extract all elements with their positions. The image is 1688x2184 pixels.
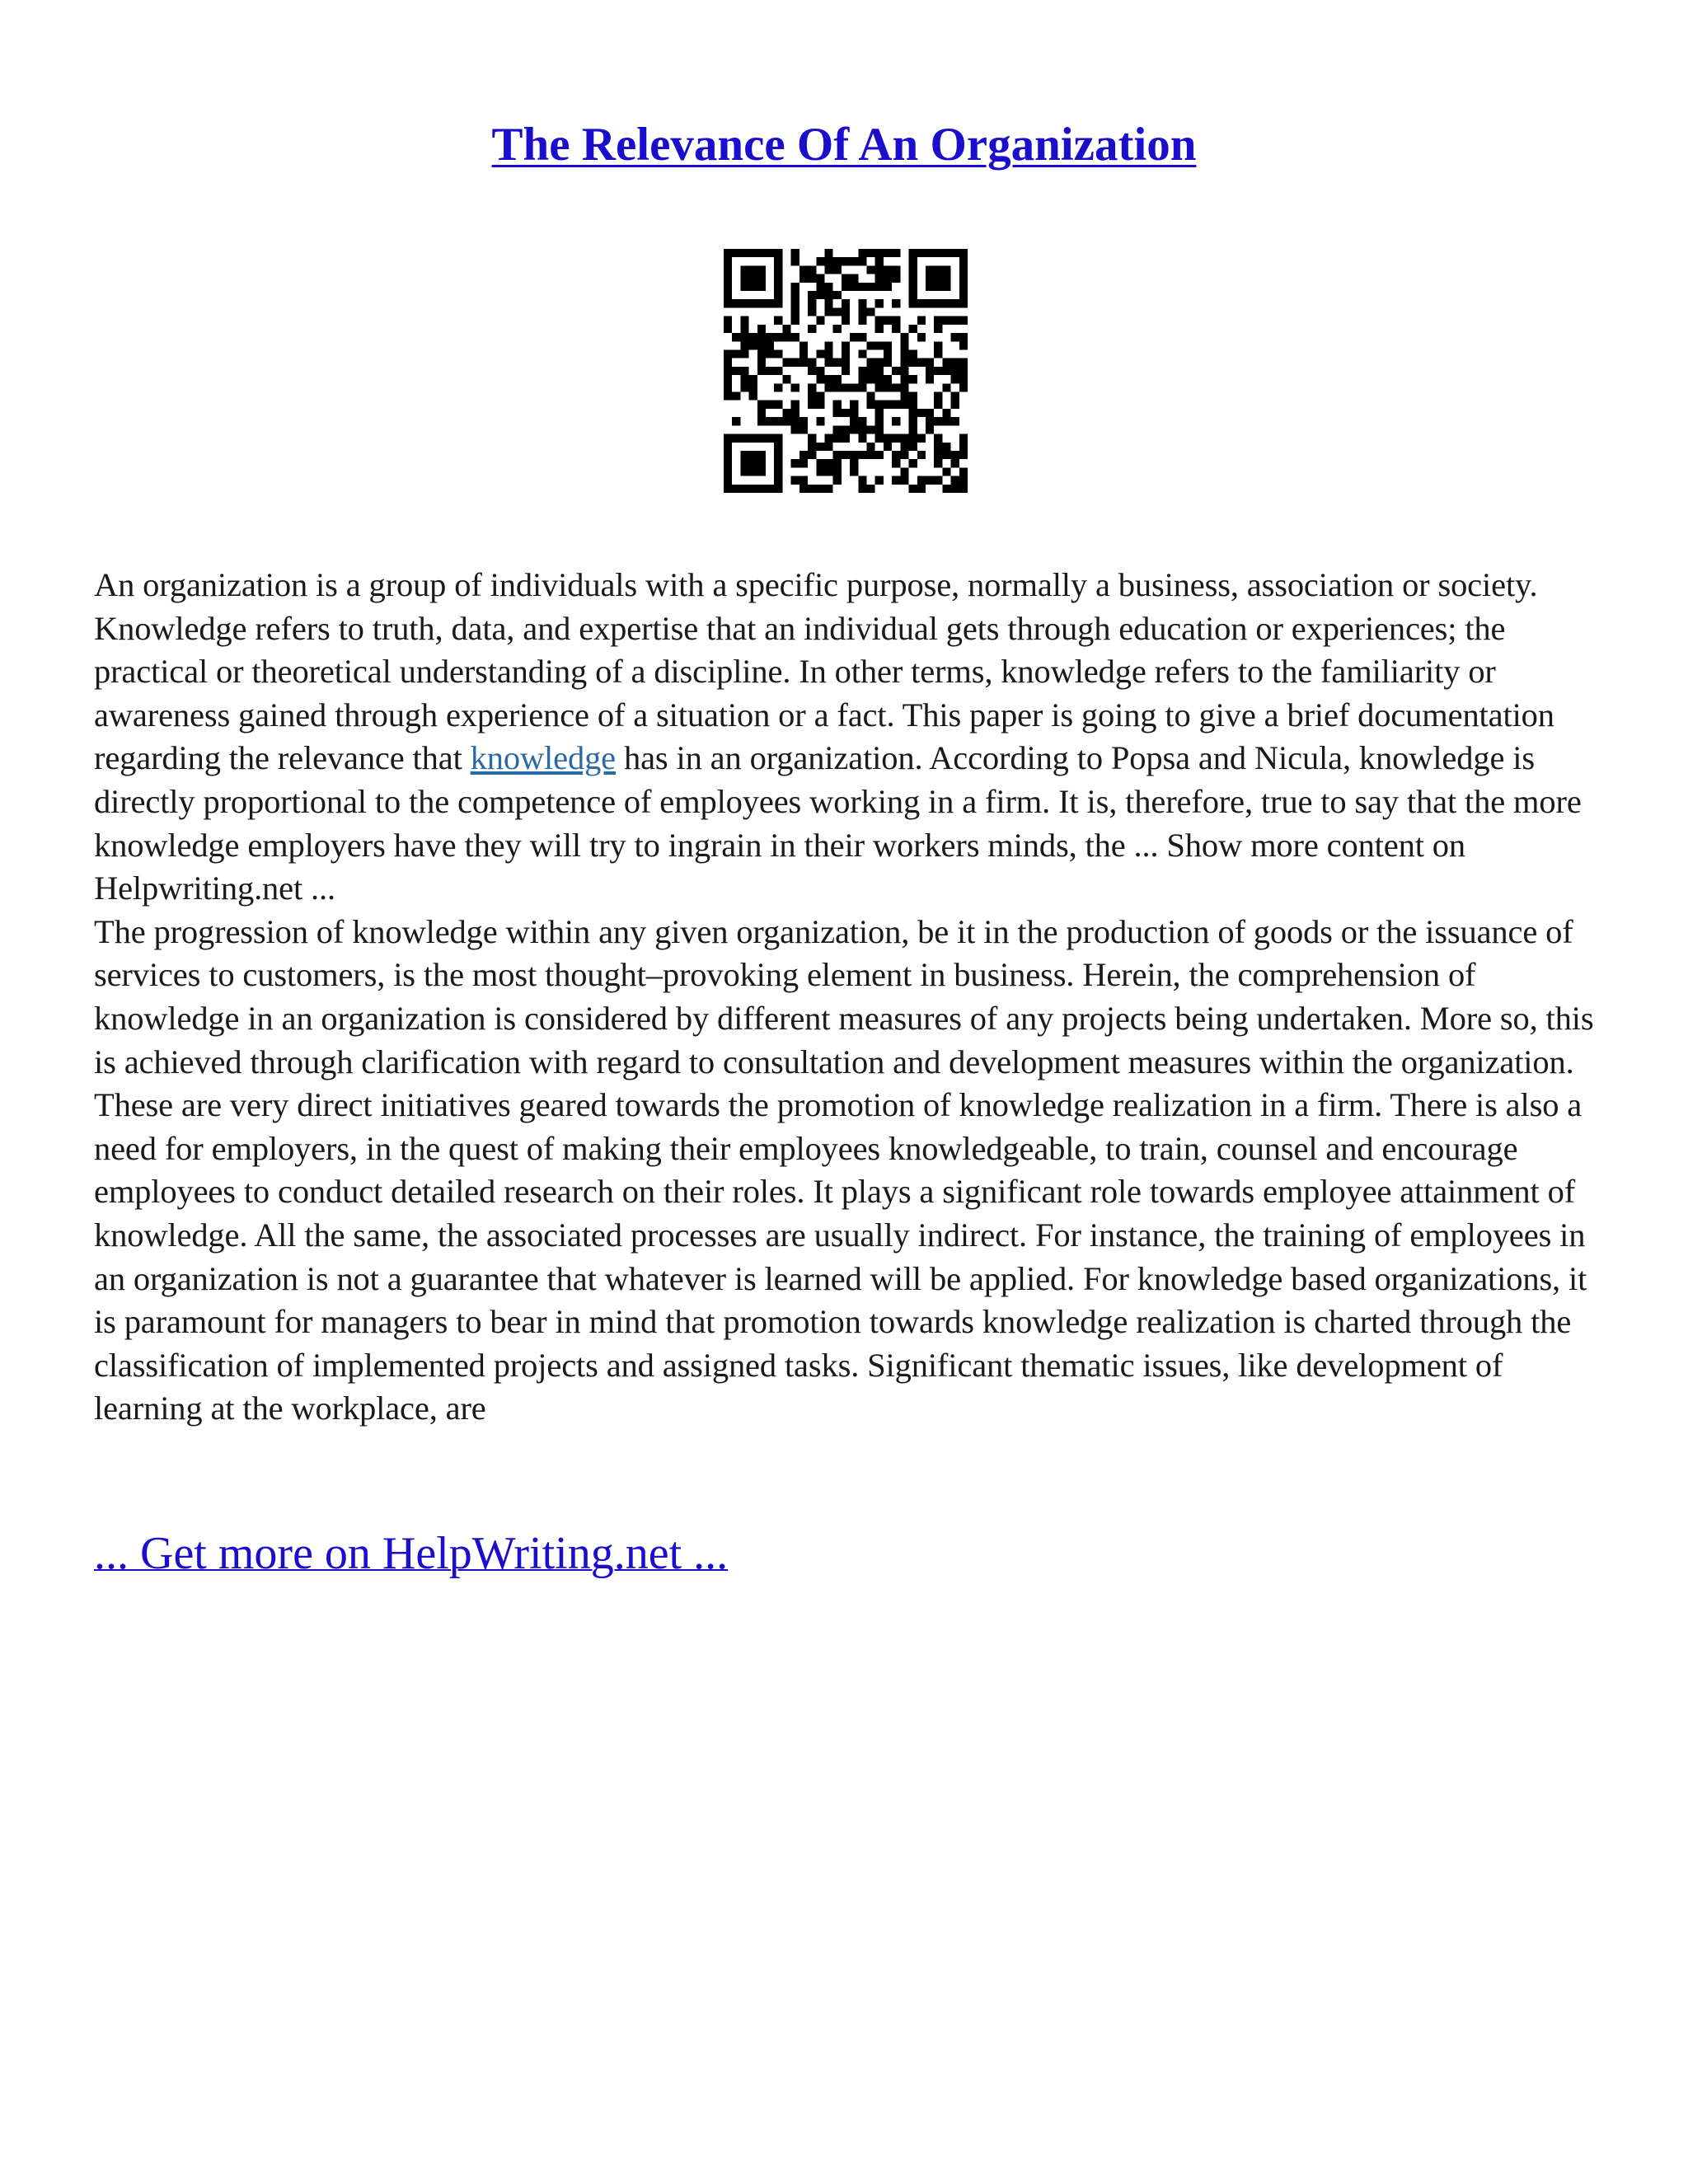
paragraph-1 [94,564,1602,911]
title-link[interactable]: The Relevance Of An Organization [491,119,1197,171]
article-body [94,564,1602,1431]
qr-code-icon [724,249,968,493]
page-title [0,114,1688,176]
knowledge-link[interactable]: knowledge [470,739,617,777]
get-more-link[interactable]: ... Get more on HelpWriting.net ... [94,1528,729,1579]
paragraph-2: The progression of knowledge within any given organization, be it in the production of goods or the issuance of services to customers, is the most thought–provoking element in business. Herein, the comprehension of knowledge in an organization is considered by different measures of any projects being undertaken. More so, this is achieved through clarification with regard to consultation and development measures within the organization. These are very direct initiatives geared towards the promotion of knowledge realization in a firm. There is also a need for employers, in the quest of making their employees knowledgeable, to train, counsel and encourage employees to conduct detailed research on their roles. It plays a significant role towards employee attainment of knowledge. All the same, the associated processes are usually indirect. For instance, the training of employees in an organization is not a guarantee that whatever is learned will be applied. For knowledge based organizations, it is paramount for managers to bear in mind that promotion towards knowledge realization is charted through the classification of implemented projects and assigned tasks. Significant thematic issues, like development of learning at the workplace, are [94,912,1594,1427]
get-more-link-container [94,1525,728,1582]
paragraph-1-text-start: An organization is a group of individuals with a specific purpose, normally a business, association or society. Knowledge refers to truth, data, and expertise that an individual gets through education or experiences; the practical or theoretical understanding of a discipline. In other terms, knowledge refers to the familiarity or awareness gained through experience of a situation or a fact. This paper is going to give a brief documentation regarding the relevance that [94,566,1554,777]
qr-code-graphic [724,249,968,493]
paragraph-1-text-end: has in an organization. According to Popsa and Nicula, knowledge is directly proportional to the competence of employees working in a firm. It is, therefore, true to say that the more knowledge employers have they will try to ingrain in their workers minds, the ... Show more content on Helpwriting.net ... [94,739,1582,907]
